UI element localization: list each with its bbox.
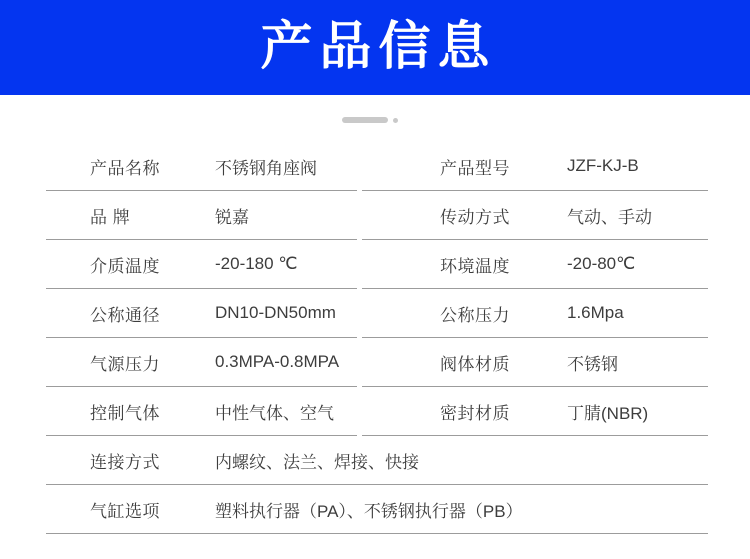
spec-label: 产品型号 [440, 158, 510, 178]
spec-label: 介质温度 [90, 256, 160, 276]
spec-cell [46, 142, 357, 191]
spec-cell [46, 289, 357, 338]
spec-cell [46, 387, 357, 436]
spec-label: 产品名称 [90, 158, 160, 178]
spec-label: 传动方式 [440, 207, 510, 227]
spec-label: 品 牌 [90, 207, 131, 227]
spec-label: 环境温度 [440, 256, 510, 276]
spec-label: 控制气体 [90, 403, 160, 423]
table-row [46, 142, 708, 191]
spec-cell [46, 240, 357, 289]
spec-value: 不锈钢 [567, 354, 618, 374]
spec-value: JZF-KJ-B [567, 156, 639, 175]
table-row [46, 191, 708, 240]
spec-value: -20-180 ℃ [215, 254, 298, 273]
spec-cell [362, 142, 708, 191]
table-row [46, 338, 708, 387]
spec-value: 丁腈(NBR) [567, 403, 649, 423]
spec-value: 内螺纹、法兰、焊接、快接 [215, 452, 419, 472]
product-spec-table [46, 142, 708, 534]
spec-label: 气缸选项 [90, 501, 160, 521]
spec-label: 公称压力 [440, 305, 510, 325]
spec-cell [362, 289, 708, 338]
spec-cell [362, 338, 708, 387]
spec-label: 气源压力 [90, 354, 160, 374]
table-row [46, 485, 708, 534]
spec-value: -20-80℃ [567, 254, 636, 273]
table-row [46, 289, 708, 338]
header-banner [0, 0, 750, 95]
spec-label: 密封材质 [440, 403, 510, 423]
spec-value: 锐嘉 [215, 207, 249, 227]
table-row [46, 240, 708, 289]
spec-value: 塑料执行器（PA）、不锈钢执行器（PB） [215, 501, 523, 521]
spec-cell [362, 387, 708, 436]
spec-label: 阀体材质 [440, 354, 510, 374]
spec-cell [362, 240, 708, 289]
spec-label: 公称通径 [90, 305, 160, 325]
spec-value: 不锈钢角座阀 [215, 158, 317, 178]
section-divider-pill [342, 117, 388, 123]
spec-cell [362, 191, 708, 240]
table-row [46, 436, 708, 485]
section-divider-dot [393, 118, 398, 123]
spec-value: DN10-DN50mm [215, 303, 336, 322]
spec-value: 气动、手动 [567, 207, 652, 227]
spec-cell [46, 338, 357, 387]
spec-value: 中性气体、空气 [215, 403, 334, 423]
spec-value: 0.3MPA-0.8MPA [215, 352, 340, 371]
table-row [46, 387, 708, 436]
spec-label: 连接方式 [90, 452, 160, 472]
page-title: 产品信息 [260, 18, 497, 76]
spec-value: 1.6Mpa [567, 303, 624, 322]
spec-cell [46, 191, 357, 240]
